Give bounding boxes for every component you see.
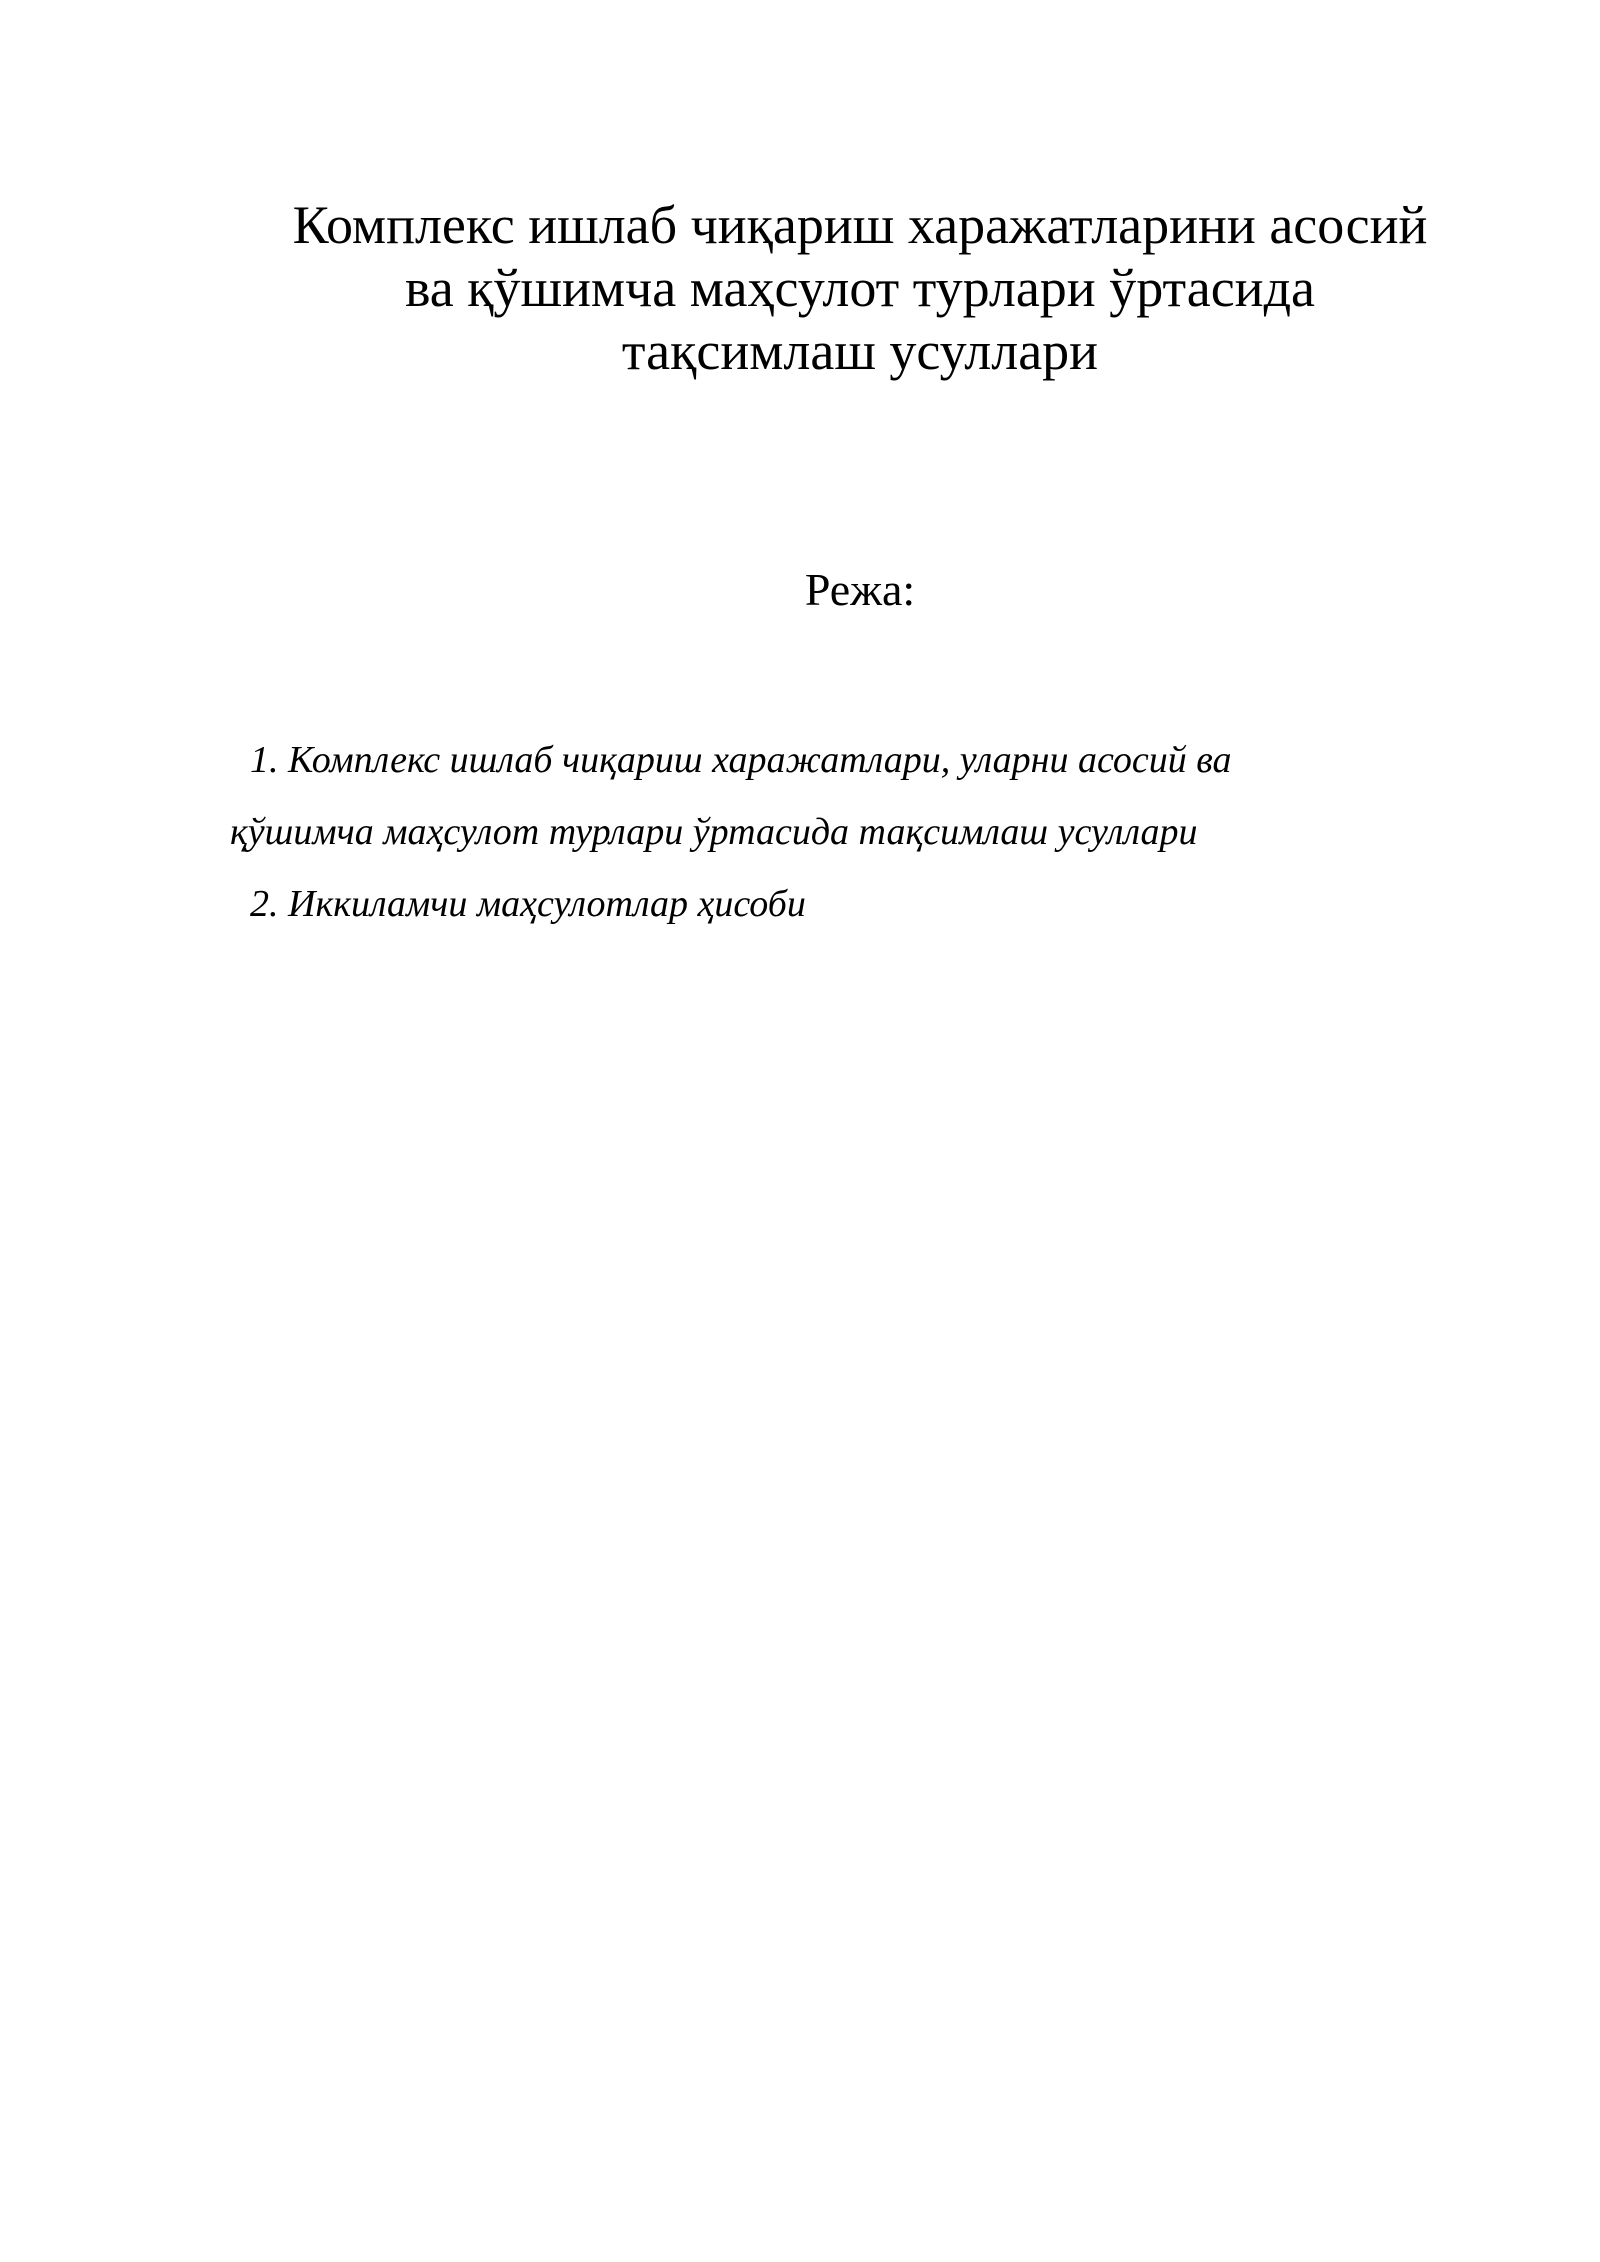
plan-item-1-line-2: қўшимча маҳсулот турлари ўртасида тақсимлаш усуллари <box>230 811 1198 853</box>
title-line: тақсимлаш усуллари <box>621 321 1099 382</box>
plan-list <box>230 724 1430 940</box>
plan-item-1-line-1: 1. Комплекс ишлаб чиқариш харажатлари, уларни асосий ва <box>250 739 1232 781</box>
document-title <box>230 194 1490 383</box>
plan-heading: Режа: <box>804 564 916 615</box>
title-line: Комплекс ишлаб чиқариш харажатларини асосий <box>292 195 1428 256</box>
plan-item-2-line-1: 2. Иккиламчи маҳсулотлар ҳисоби <box>250 883 806 925</box>
title-line: ва қўшимча маҳсулот турлари ўртасида <box>404 258 1316 319</box>
